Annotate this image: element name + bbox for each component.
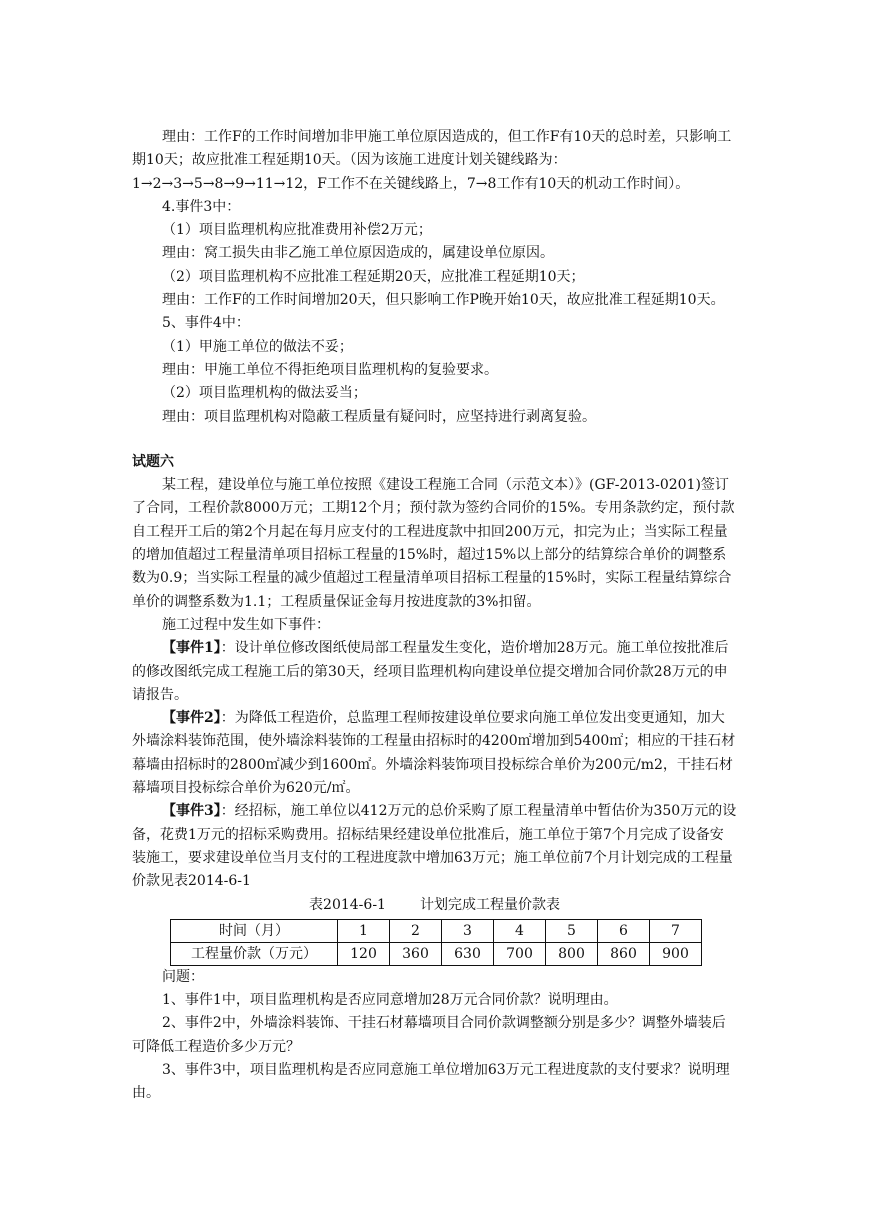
events-intro: 施工过程中发生如下事件： <box>162 616 330 633</box>
month-cell: 1 <box>338 919 390 942</box>
amount-cell: 800 <box>546 942 598 965</box>
answer-paragraph: 理由：工作F的工作时间增加非甲施工单位原因造成的，但工作F有10天的总时差，只影响工期10天；故应批准工程延期10天。（因为该施工进度计划关键线路为：1→2→3→5→8→9→11→12，F工作不在关键线路上，7→8工作有10天的机动工作时间）。 <box>132 129 732 192</box>
event-paragraph <box>132 707 737 800</box>
answer-reason: 理由：窝工损失由非乙施工单位原因造成的，属建设单位原因。 <box>162 245 554 262</box>
event-text: ：经招标，施工单位以412万元的总价采购了原工程量清单中暂估价为350万元的设备，花费1万元的招标采购费用。招标结果经建设单位批准后，施工单位于第7个月完成了设备安装施工，要求建设单位当月支付的工程进度款中增加63万元；施工单位前7个月计划完成的工程量价款见表2014-6-1 <box>132 803 737 890</box>
answer-item-heading: 4.事件3中： <box>162 198 241 215</box>
event-text: ：为降低工程造价，总监理工程师按建设单位要求向施工单位发出变更通知，加大外墙涂料装饰范围，使外墙涂料装饰的工程量由招标时的4200㎡增加到5400㎡；相应的干挂石材幕墙由招标时的2800㎡减少到1600㎡。外墙涂料装饰项目投标综合单价为200元/m2，干挂石材幕墙项目投标综合单价为620元/㎡。 <box>132 710 736 797</box>
section-spacer <box>132 429 737 451</box>
month-cell: 3 <box>442 919 494 942</box>
questions-label: 问题： <box>162 968 204 985</box>
event-tag: 【事件3】 <box>162 803 221 820</box>
amount-cell: 860 <box>598 942 650 965</box>
event-paragraph <box>132 800 737 893</box>
month-cell: 5 <box>546 919 598 942</box>
table-caption <box>132 894 737 917</box>
answer-reason: 理由：甲施工单位不得拒绝项目监理机构的复验要求。 <box>162 361 498 378</box>
amount-cell: 700 <box>494 942 546 965</box>
answer-item-heading: 5、事件4中： <box>162 315 250 332</box>
event-tag: 【事件2】 <box>162 710 221 727</box>
month-cell: 4 <box>494 919 546 942</box>
price-table <box>170 919 702 966</box>
answer-item: （1）甲施工单位的做法不妥； <box>162 338 353 355</box>
month-cell: 7 <box>650 919 702 942</box>
month-cell: 6 <box>598 919 650 942</box>
answer-item: （2）项目监理机构的做法妥当； <box>162 385 367 402</box>
table-caption-title: 计划完成工程量价款表 <box>419 896 560 913</box>
month-cell: 2 <box>390 919 442 942</box>
amount-cell: 900 <box>650 942 702 965</box>
question-item: 1、事件1中，项目监理机构是否应同意增加28万元合同价款？说明理由。 <box>162 992 618 1009</box>
intro-paragraph: 某工程，建设单位与施工单位按照《建设工程施工合同（示范文本）》(GF-2013-0201)签订了合同，工程价款8000万元；工期12个月；预付款为签约合同价的15%。专用条款约定，预付款自工程开工后的第2个月起在每月应支付的工程进度款中扣回200万元，扣完为止；当实际工程量的增加值超过工程量清单项目招标工程量的15%时，超过15%以上部分的结算综合单价的调整系数为0.9；当实际工程量的减少值超过工程量清单项目招标工程量的15%时，实际工程量结算综合单价的调整系数为1.1；工程质量保证金每月按进度款的3%扣留。 <box>132 477 735 610</box>
amount-cell: 630 <box>442 942 494 965</box>
answer-item: （1）项目监理机构应批准费用补偿2万元； <box>162 222 432 239</box>
table-row-amounts <box>171 942 702 965</box>
question-item: 3、事件3中，项目监理机构是否应同意施工单位增加63万元工程进度款的支付要求？说明理由。 <box>132 1061 730 1102</box>
answer-reason: 理由：工作F的工作时间增加20天，但只影响工作P晚开始10天，故应批准工程延期10天。 <box>162 292 725 309</box>
section-title: 试题六 <box>132 453 174 470</box>
row-header: 时间（月） <box>171 919 338 942</box>
table-row-months <box>171 919 702 942</box>
amount-cell: 360 <box>390 942 442 965</box>
event-paragraph <box>132 637 737 707</box>
answer-item: （2）项目监理机构不应批准工程延期20天，应批准工程延期10天； <box>162 268 585 285</box>
event-text: ：设计单位修改图纸使局部工程量发生变化，造价增加28万元。施工单位按批准后的修改图纸完成工程施工后的第30天，经项目监理机构向建设单位提交增加合同价款28万元的申请报告。 <box>132 640 729 703</box>
amount-cell: 120 <box>338 942 390 965</box>
answer-reason: 理由：项目监理机构对隐蔽工程质量有疑问时，应坚持进行剥离复验。 <box>162 408 596 425</box>
document-body <box>132 126 737 1106</box>
row-header: 工程量价款（万元） <box>171 942 338 965</box>
question-item: 2、事件2中，外墙涂料装饰、干挂石材幕墙项目合同价款调整额分别是多少？调整外墙装后可降低工程造价多少万元？ <box>132 1015 726 1055</box>
table-caption-number: 表2014-6-1 <box>309 896 386 913</box>
event-tag: 【事件1】 <box>162 640 221 657</box>
